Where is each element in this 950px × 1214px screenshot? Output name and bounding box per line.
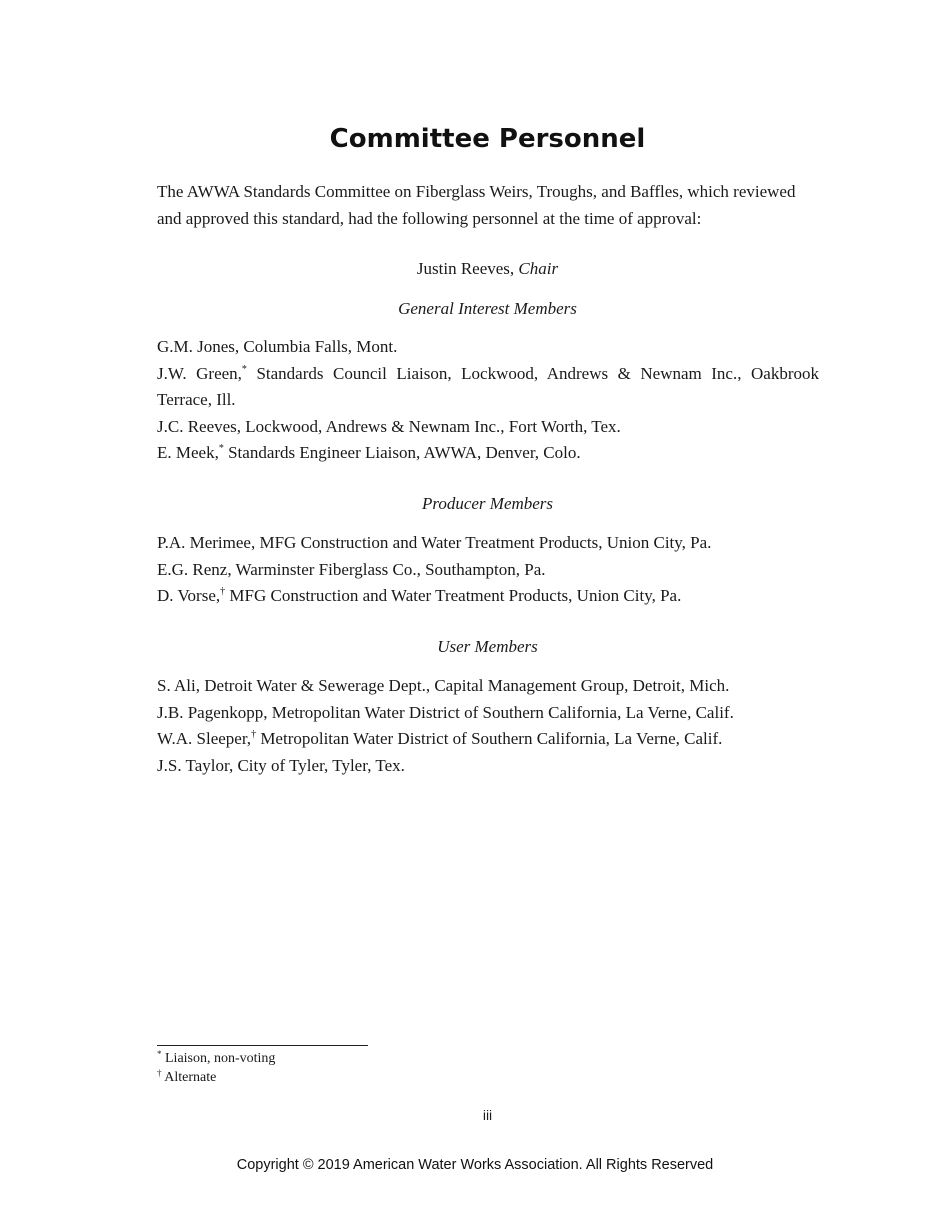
- list-item: E.G. Renz, Warminster Fiberglass Co., Southampton, Pa.: [157, 559, 546, 579]
- list-item: J.S. Taylor, City of Tyler, Tyler, Tex.: [157, 755, 405, 775]
- list-item: P.A. Merimee, MFG Construction and Water Treatment Products, Union City, Pa.: [157, 533, 712, 552]
- list-item: G.M. Jones, Columbia Falls, Mont.: [157, 337, 398, 356]
- producer-heading: Producer Members: [421, 494, 554, 513]
- producer-list: [157, 530, 819, 610]
- general-interest-list: [157, 334, 819, 467]
- user-list: [157, 673, 819, 779]
- page-number: iii: [482, 1107, 493, 1123]
- chair-role: Chair: [518, 259, 559, 278]
- user-heading: User Members: [437, 637, 538, 656]
- page-title: Committee Personnel: [329, 124, 646, 154]
- chair-line: [0, 259, 950, 279]
- list-item: J.C. Reeves, Lockwood, Andrews & Newnam Inc., Fort Worth, Tex.: [157, 416, 621, 436]
- list-item: S. Ali, Detroit Water & Sewerage Dept., Capital Management Group, Detroit, Mich.: [157, 676, 730, 695]
- chair-name: Justin Reeves,: [416, 259, 515, 278]
- footnotes: [157, 1049, 275, 1087]
- list-item: W.A. Sleeper,† Metropolitan Water District of Southern California, La Verne, Calif.: [157, 729, 723, 748]
- footnote: † Alternate: [157, 1068, 217, 1085]
- list-item: J.W. Green,* Standards Council Liaison, Lockwood, Andrews & Newnam Inc., Oakbrook Terrace, Ill.: [157, 363, 819, 409]
- copyright-notice: Copyright © 2019 American Water Works Association. All Rights Reserved: [236, 1157, 714, 1173]
- intro-paragraph: The AWWA Standards Committee on Fiberglass Weirs, Troughs, and Baffles, which reviewed and approved this standard, had the following personnel at the time of approval:: [157, 182, 796, 228]
- footnote-divider: [157, 1045, 368, 1046]
- list-item: E. Meek,* Standards Engineer Liaison, AWWA, Denver, Colo.: [157, 443, 581, 462]
- footnote: * Liaison, non-voting: [157, 1049, 276, 1066]
- list-item: D. Vorse,† MFG Construction and Water Treatment Products, Union City, Pa.: [157, 586, 682, 605]
- general-interest-heading: General Interest Members: [398, 299, 577, 318]
- list-item: J.B. Pagenkopp, Metropolitan Water District of Southern California, La Verne, Calif.: [157, 702, 734, 722]
